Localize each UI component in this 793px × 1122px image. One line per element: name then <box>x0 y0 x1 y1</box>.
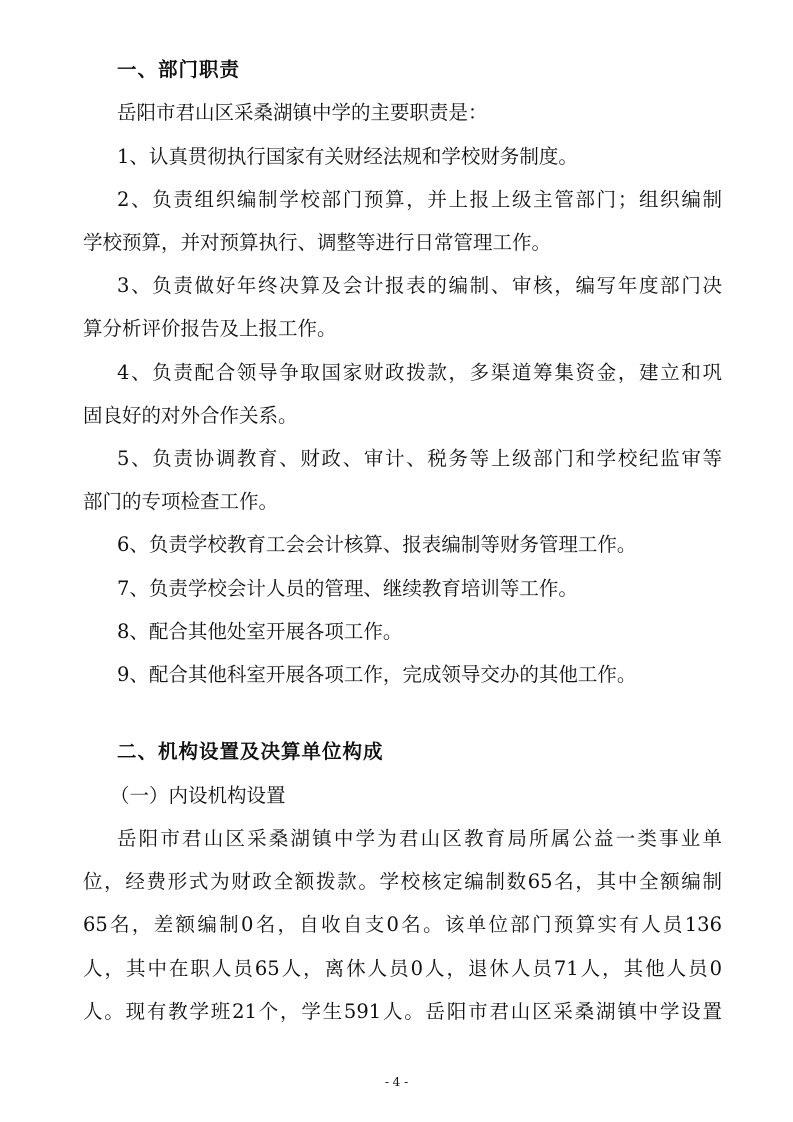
duty-item-9: 9、配合其他科室开展各项工作，完成领导交办的其他工作。 <box>117 663 637 686</box>
duty-item-4: 4、负责配合领导争取国家财政拨款，多渠道筹集资金，建立和巩 <box>117 361 722 384</box>
duty-item-5: 5、负责协调教育、财政、审计、税务等上级部门和学校纪监审等 <box>117 447 722 470</box>
duty-item-5-cont: 部门的专项检查工作。 <box>83 490 279 513</box>
duty-item-8: 8、配合其他处室开展各项工作。 <box>117 620 403 643</box>
duty-item-2-cont: 学校预算，并对预算执行、调整等进行日常管理工作。 <box>83 231 552 254</box>
subheading-internal-structure: （一）内设机构设置 <box>110 784 286 807</box>
org-paragraph-line: 人，其中在职人员65人，离休人员0人，退休人员71人，其他人员0 <box>83 957 722 980</box>
duty-item-2: 2、负责组织编制学校部门预算，并上报上级主管部门；组织编制 <box>117 188 722 211</box>
duty-item-4-cont: 固良好的对外合作关系。 <box>83 404 298 427</box>
org-paragraph-line: 65名，差额编制0名，自收自支0名。该单位部门预算实有人员136 <box>83 913 722 936</box>
duty-item-7: 7、负责学校会计人员的管理、继续教育培训等工作。 <box>117 577 578 600</box>
duty-item-3-cont: 算分析评价报告及上报工作。 <box>83 317 337 340</box>
org-paragraph-line: 位，经费形式为财政全额拨款。学校核定编制数65名，其中全额编制 <box>83 870 722 893</box>
duty-item-1: 1、认真贯彻执行国家有关财经法规和学校财务制度。 <box>117 145 578 168</box>
duty-item-6: 6、负责学校教育工会会计核算、报表编制等财务管理工作。 <box>117 533 637 556</box>
duties-intro: 岳阳市君山区采桑湖镇中学的主要职责是： <box>117 101 488 124</box>
section-heading-duties: 一、部门职责 <box>117 58 241 81</box>
section-heading-organization: 二、机构设置及决算单位构成 <box>117 740 384 763</box>
duty-item-3: 3、负责做好年终决算及会计报表的编制、审核，编写年度部门决 <box>117 274 722 297</box>
org-paragraph-line: 岳阳市君山区采桑湖镇中学为君山区教育局所属公益一类事业单 <box>117 827 722 850</box>
org-paragraph-line: 人。现有教学班21个，学生591人。岳阳市君山区采桑湖镇中学设置 <box>83 1000 722 1023</box>
page-number: - 4 - <box>384 1075 409 1089</box>
